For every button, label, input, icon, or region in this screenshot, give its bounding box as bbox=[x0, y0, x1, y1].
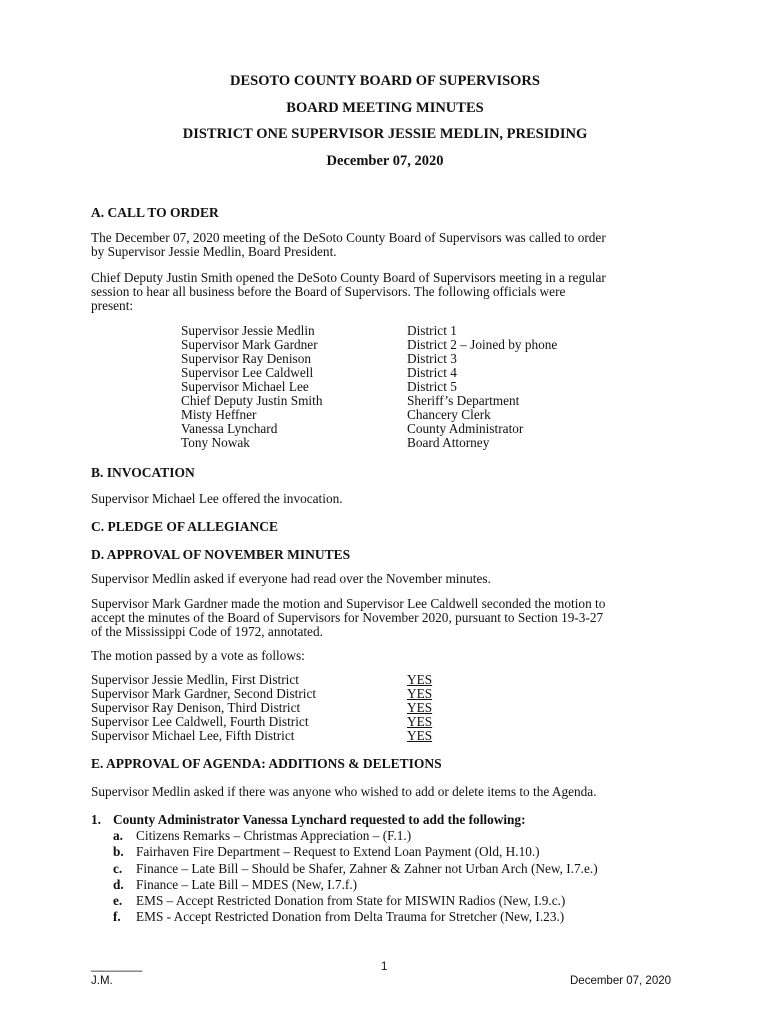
vote-value: YES bbox=[407, 728, 433, 743]
vote-name: Supervisor Lee Caldwell, Fourth District bbox=[91, 714, 309, 729]
heading-minutes: BOARD MEETING MINUTES bbox=[286, 100, 484, 116]
subitem-text: EMS – Accept Restricted Donation from State for MISWIN Radios (New, I.9.c.) bbox=[136, 893, 566, 908]
footer-page-number: 1 bbox=[381, 961, 388, 973]
subitem-letter: d. bbox=[113, 877, 124, 892]
official-role: District 3 bbox=[407, 351, 457, 366]
official-name: Supervisor Michael Lee bbox=[181, 379, 309, 394]
official-role: Board Attorney bbox=[407, 435, 490, 450]
section-e-p1: Supervisor Medlin asked if there was anyone who wished to add or delete items to the Agenda. bbox=[91, 784, 597, 799]
subitem-text: Fairhaven Fire Department – Request to Extend Loan Payment (Old, H.10.) bbox=[136, 844, 540, 859]
subitem-letter: a. bbox=[113, 828, 123, 843]
subitem-letter: e. bbox=[113, 893, 123, 908]
section-a-p1-line2: by Supervisor Jessie Medlin, Board President. bbox=[91, 244, 337, 259]
section-a-p2-line3: present: bbox=[91, 298, 134, 313]
official-role: Sheriff’s Department bbox=[407, 393, 520, 408]
section-d-p1: Supervisor Medlin asked if everyone had read over the November minutes. bbox=[91, 571, 491, 586]
footer-date: December 07, 2020 bbox=[570, 975, 672, 987]
official-role: County Administrator bbox=[407, 421, 524, 436]
subitem-text: Finance – Late Bill – Should be Shafer, Zahner & Zahner not Urban Arch (New, I.7.e.) bbox=[136, 861, 598, 876]
section-a-p1-line1: The December 07, 2020 meeting of the DeSoto County Board of Supervisors was called to order bbox=[91, 230, 606, 245]
official-role: District 2 – Joined by phone bbox=[407, 337, 558, 352]
heading-board: DESOTO COUNTY BOARD OF SUPERVISORS bbox=[230, 73, 540, 89]
vote-value: YES bbox=[407, 700, 433, 715]
official-name: Supervisor Jessie Medlin bbox=[181, 323, 315, 338]
vote-name: Supervisor Michael Lee, Fifth District bbox=[91, 728, 295, 743]
vote-name: Supervisor Mark Gardner, Second District bbox=[91, 686, 317, 701]
section-d-p2-line2: accept the minutes of the Board of Supervisors for November 2020, pursuant to Section 19-3-27 bbox=[91, 610, 604, 625]
vote-name: Supervisor Jessie Medlin, First District bbox=[91, 672, 299, 687]
section-e-title: E. APPROVAL OF AGENDA: ADDITIONS & DELETIONS bbox=[91, 756, 442, 771]
section-a-p2-line2: session to hear all business before the Board of Supervisors. The following officials were bbox=[91, 284, 566, 299]
subitem-text: Finance – Late Bill – MDES (New, I.7.f.) bbox=[136, 877, 358, 892]
official-name: Supervisor Mark Gardner bbox=[181, 337, 318, 352]
heading-date: December 07, 2020 bbox=[326, 153, 444, 169]
section-c-title: C. PLEDGE OF ALLEGIANCE bbox=[91, 519, 279, 534]
subitem-text: Citizens Remarks – Christmas Appreciation – (F.1.) bbox=[136, 828, 412, 843]
vote-value: YES bbox=[407, 672, 433, 687]
footer-initials: J.M. bbox=[91, 975, 113, 987]
section-d-p2-line1: Supervisor Mark Gardner made the motion and Supervisor Lee Caldwell seconded the motion to bbox=[91, 596, 606, 611]
vote-name: Supervisor Ray Denison, Third District bbox=[91, 700, 301, 715]
section-b-text: Supervisor Michael Lee offered the invocation. bbox=[91, 491, 343, 506]
official-role: District 4 bbox=[407, 365, 457, 380]
official-name: Supervisor Ray Denison bbox=[181, 351, 312, 366]
agenda-item-text: County Administrator Vanessa Lynchard requested to add the following: bbox=[113, 812, 526, 827]
section-a-title: A. CALL TO ORDER bbox=[91, 205, 219, 220]
vote-value: YES bbox=[407, 686, 433, 701]
heading-presiding: DISTRICT ONE SUPERVISOR JESSIE MEDLIN, PRESIDING bbox=[182, 126, 588, 142]
section-d-title: D. APPROVAL OF NOVEMBER MINUTES bbox=[91, 547, 351, 562]
official-role: Chancery Clerk bbox=[407, 407, 491, 422]
section-d-p3: The motion passed by a vote as follows: bbox=[91, 648, 305, 663]
agenda-item-number: 1. bbox=[91, 812, 101, 827]
official-role: District 1 bbox=[407, 323, 457, 338]
official-name: Supervisor Lee Caldwell bbox=[181, 365, 314, 380]
subitem-text: EMS - Accept Restricted Donation from Delta Trauma for Stretcher (New, I.23.) bbox=[136, 909, 565, 924]
subitem-letter: f. bbox=[113, 909, 121, 924]
section-a-p2-line1: Chief Deputy Justin Smith opened the DeSoto County Board of Supervisors meeting in a regular bbox=[91, 270, 606, 285]
official-name: Tony Nowak bbox=[181, 435, 250, 450]
footer-initials-line: ________ bbox=[91, 960, 143, 972]
section-d-p2-line3: of the Mississippi Code of 1972, annotated. bbox=[91, 624, 323, 639]
subitem-letter: b. bbox=[113, 844, 124, 859]
section-b-title: B. INVOCATION bbox=[91, 465, 195, 480]
official-name: Misty Heffner bbox=[181, 407, 257, 422]
subitem-letter: c. bbox=[113, 861, 123, 876]
vote-value: YES bbox=[407, 714, 433, 729]
official-name: Chief Deputy Justin Smith bbox=[181, 393, 323, 408]
official-role: District 5 bbox=[407, 379, 457, 394]
official-name: Vanessa Lynchard bbox=[181, 421, 278, 436]
